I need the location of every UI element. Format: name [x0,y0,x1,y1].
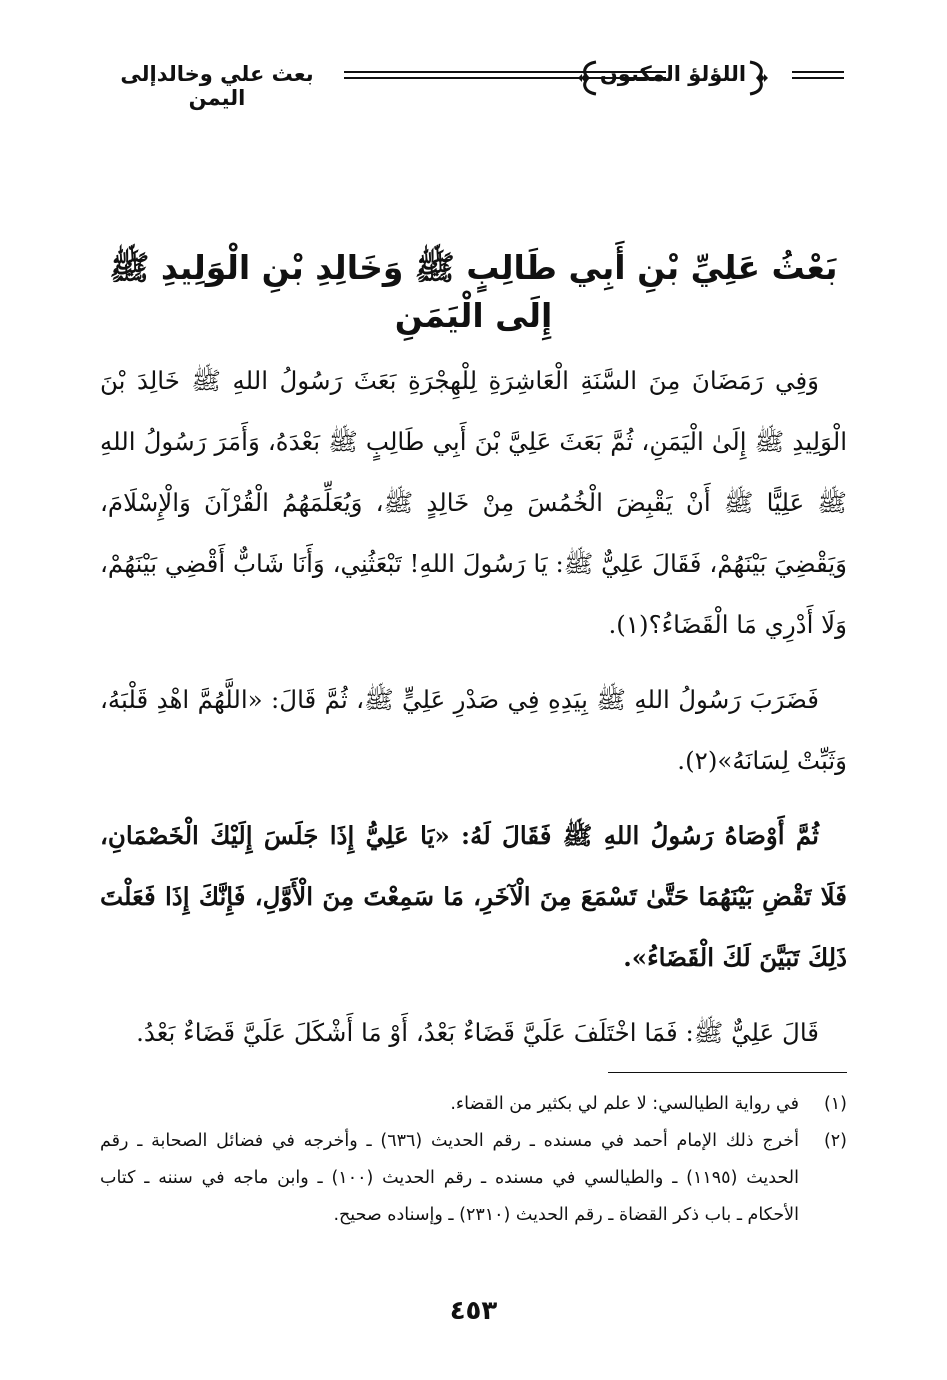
book-title-frame [576,58,770,94]
paragraph: ثُمَّ أَوْصَاهُ رَسُولُ اللهِ ﷺ فَقَالَ لَهُ: «يَا عَلِيُّ إِذَا جَلَسَ إِلَيْكَ الْخَصْمَانِ، فَلَا تَقْضِ بَيْنَهُمَا حَتَّىٰ تَسْمَعَ مِنَ الْآخَرِ، مَا سَمِعْتَ مِنَ الْأَوَّلِ، فَإِنَّكَ إِذَا فَعَلْتَ ذَلِكَ تَبَيَّنَ لَكَ الْقَضَاءُ». [100,821,847,972]
book-title: اللؤلؤ المكنون [599,62,747,86]
header-rule-right [792,71,844,79]
ornament-left-icon [576,58,598,98]
page-number: ٤٥٣ [449,1296,498,1326]
ornament-right-icon [748,58,770,98]
footnote-text: في رواية الطيالسي: لا علم لي بكثير من القضاء. [450,1094,799,1114]
paragraph: قَالَ عَلِيٌّ ﷺ: فَمَا اخْتَلَفَ عَلَيَّ قَضَاءٌ بَعْدُ، أَوْ مَا أَشْكَلَ عَلَيَّ قَضَاءٌ بَعْدُ. [136,1018,819,1047]
footnote-number: (١) [823,1094,847,1114]
footnote [100,1123,847,1234]
running-header [92,56,844,110]
main-text [100,350,847,1077]
footnote-number: (٢) [823,1131,847,1151]
footnotes [100,1086,847,1234]
chapter-title: بعث علي وخالدإلى اليمن [120,62,314,110]
section-title: بَعْثُ عَلِيِّ بْنِ أَبِي طَالِبٍ ﷺ وَخَالِدِ بْنِ الْوَلِيدِ ﷺ إِلَى الْيَمَنِ [109,248,838,335]
paragraph: فَضَرَبَ رَسُولُ اللهِ ﷺ بِيَدِهِ فِي صَدْرِ عَلِيٍّ ﷺ، ثُمَّ قَالَ: «اللَّهُمَّ اهْدِ قَلْبَهُ، وَثَبِّتْ لِسَانَهُ»(٢). [100,685,847,775]
footnote-separator [608,1072,847,1073]
paragraph: وَفِي رَمَضَانَ مِنَ السَّنَةِ الْعَاشِرَةِ لِلْهِجْرَةِ بَعَثَ رَسُولُ اللهِ ﷺ خَالِدَ بْنَ الْوَلِيدِ ﷺ إِلَىٰ الْيَمَنِ، ثُمَّ بَعَثَ عَلِيَّ بْنَ أَبِي طَالِبٍ ﷺ بَعْدَهُ، وَأَمَرَ رَسُولُ اللهِ ﷺ عَلِيًّا ﷺ أَنْ يَقْبِضَ الْخُمُسَ مِنْ خَالِدٍ ﷺ، وَيُعَلِّمَهُمُ الْقُرْآنَ وَالْإِسْلَامَ، وَيَقْضِيَ بَيْنَهُمْ، فَقَالَ عَلِيٌّ ﷺ: يَا رَسُولَ اللهِ! تَبْعَثُنِي، وَأَنَا شَابٌّ أَقْضِي بَيْنَهُمْ، وَلَا أَدْرِي مَا الْقَضَاءُ؟(١). [100,366,847,639]
footnote [100,1086,847,1123]
footnote-text: أخرج ذلك الإمام أحمد في مسنده ـ رقم الحديث (٦٣٦) ـ وأخرجه في فضائل الصحابة ـ رقم الحديث (١١٩٥) ـ والطيالسي في مسنده ـ رقم الحديث (١٠٠) ـ وابن ماجه في سننه ـ كتاب الأحكام ـ باب ذكر القضاة ـ رقم الحديث (٢٣١٠) ـ وإسناده صحيح. [100,1131,799,1225]
